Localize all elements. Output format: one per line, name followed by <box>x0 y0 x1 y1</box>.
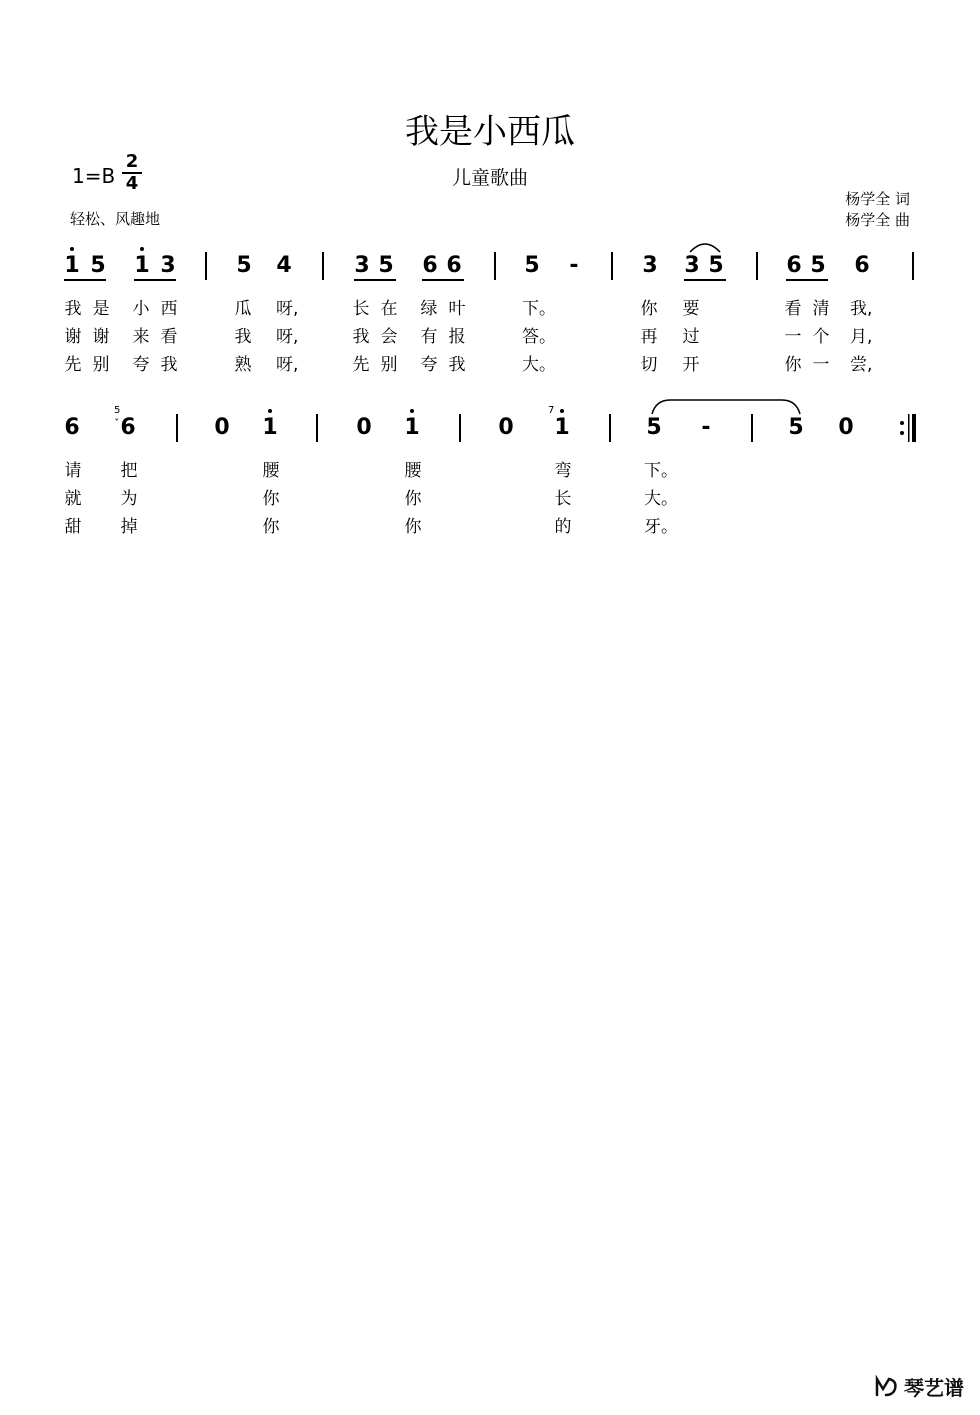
high-octave-dot <box>70 247 74 251</box>
note: 5 <box>236 253 252 278</box>
note: 4 <box>276 253 292 278</box>
time-denominator: 4 <box>125 173 139 194</box>
note-dash: - <box>569 253 579 278</box>
high-octave-dot <box>560 409 564 413</box>
grace-note: 7 <box>548 405 555 416</box>
note: 1 <box>132 254 152 278</box>
eighth-beam <box>422 279 464 281</box>
bar-line <box>756 252 758 280</box>
note: 6 <box>422 253 438 278</box>
bar-line <box>611 252 613 280</box>
composer-credit: 杨学全 曲 <box>845 211 910 229</box>
tempo-marking: 轻松、风趣地 <box>70 210 161 228</box>
bar-line <box>322 252 324 280</box>
note: 0 <box>838 415 854 440</box>
note: 0 <box>498 415 514 440</box>
note: 6 <box>64 415 80 440</box>
eighth-beam <box>684 279 726 281</box>
note: 3 <box>642 253 658 278</box>
note-dash: - <box>701 415 711 440</box>
note: 1 <box>552 416 572 440</box>
site-logo <box>874 1372 964 1401</box>
note: 1 <box>62 254 82 278</box>
key-signature: 1=B <box>72 164 116 188</box>
tie <box>650 398 802 416</box>
note: 3 <box>160 253 176 278</box>
high-octave-dot <box>268 409 272 413</box>
bar-line <box>912 252 914 280</box>
bar-line <box>459 414 461 442</box>
bar-line <box>205 252 207 280</box>
logo-icon <box>874 1375 900 1399</box>
eighth-beam <box>354 279 396 281</box>
note: 1 <box>260 416 280 440</box>
time-numerator: 2 <box>122 152 142 174</box>
bar-line <box>176 414 178 442</box>
slur <box>688 240 722 254</box>
logo-text: 琴艺谱 <box>904 1376 964 1400</box>
lyricist-credit: 杨学全 词 <box>845 190 910 208</box>
note: 5 <box>788 415 804 440</box>
eighth-beam <box>786 279 828 281</box>
note: 5 <box>524 253 540 278</box>
repeat-end-barline <box>896 414 918 442</box>
note: 6 <box>786 253 802 278</box>
note: 6 <box>446 253 462 278</box>
note: 1 <box>402 416 422 440</box>
note: 0 <box>214 415 230 440</box>
time-signature <box>122 152 142 194</box>
note: 5 <box>90 253 106 278</box>
note: 3 <box>684 253 700 278</box>
grace-curve: ˇ <box>114 417 120 430</box>
bar-line <box>316 414 318 442</box>
note: 6 <box>854 253 870 278</box>
note: 5 <box>378 253 394 278</box>
grace-note: 5 <box>114 405 121 416</box>
eighth-beam <box>64 279 106 281</box>
note: 6 <box>120 415 136 440</box>
song-subtitle: 儿童歌曲 <box>451 167 528 189</box>
note: 3 <box>354 253 370 278</box>
note: 5 <box>646 415 662 440</box>
high-octave-dot <box>140 247 144 251</box>
high-octave-dot <box>410 409 414 413</box>
note: 0 <box>356 415 372 440</box>
note: 5 <box>810 253 826 278</box>
note: 5 <box>708 253 724 278</box>
song-title: 我是小西瓜 <box>405 112 575 152</box>
bar-line <box>751 414 753 442</box>
eighth-beam <box>134 279 176 281</box>
bar-line <box>609 414 611 442</box>
bar-line <box>494 252 496 280</box>
